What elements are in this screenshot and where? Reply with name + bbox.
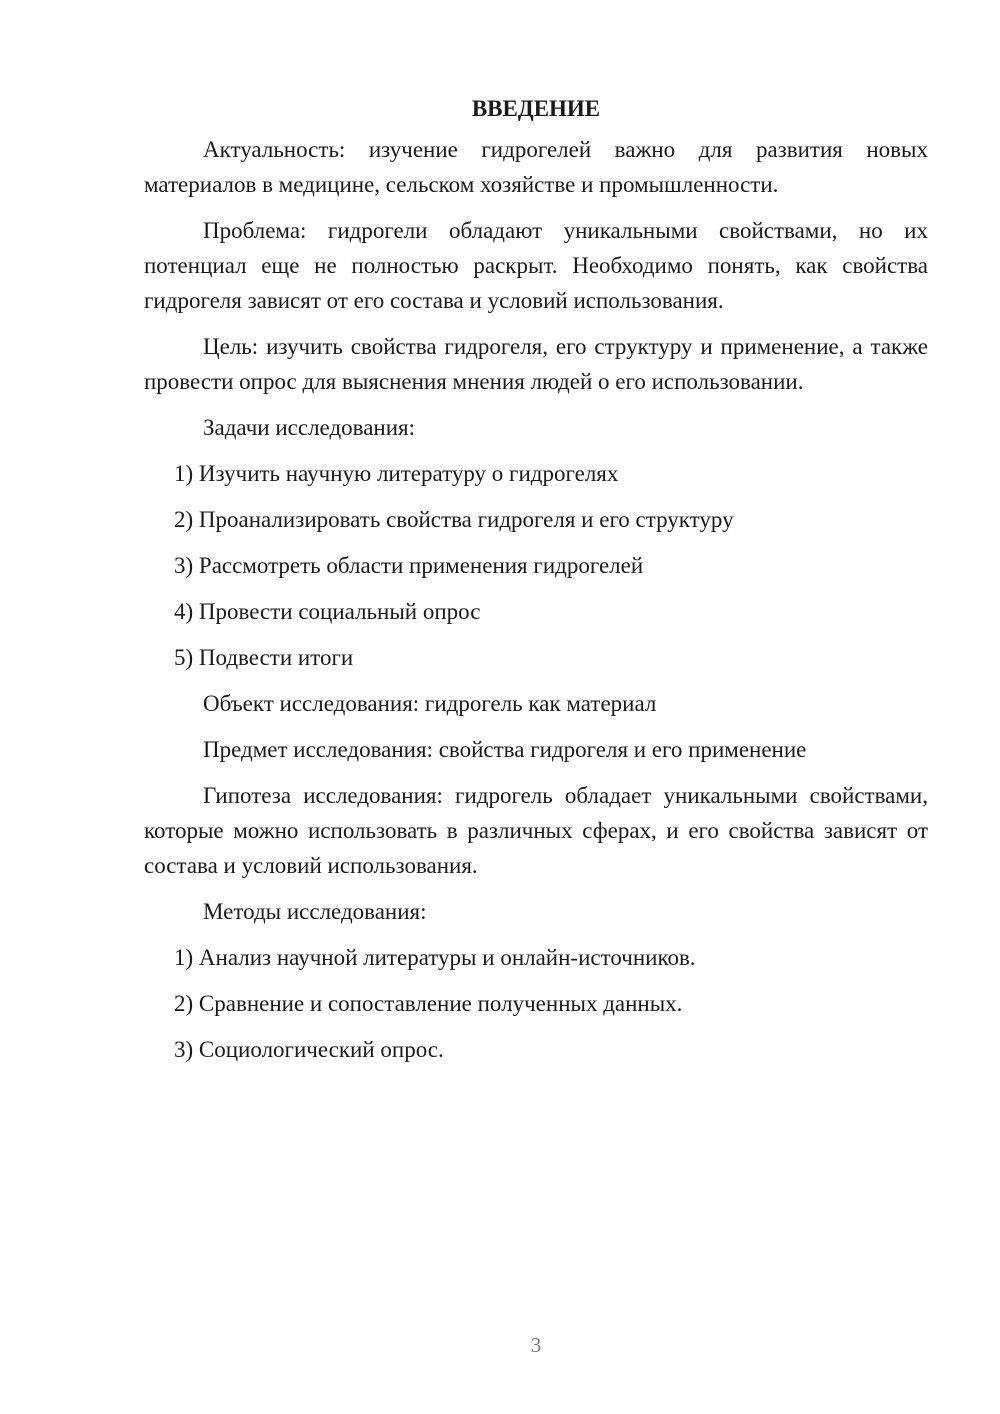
page-content xyxy=(144,92,928,1078)
tasks-heading: Задачи исследования: xyxy=(203,415,416,440)
methods-heading: Методы исследования: xyxy=(203,899,427,924)
problem-paragraph: Проблема: гидрогели обладают уникальными свойствами, но их потенциал еще не полностью раскрыт. Необходимо понять, как свойства гидрогеля зависят от его состава и условий использования. xyxy=(144,218,928,313)
research-object: Объект исследования: гидрогель как материал xyxy=(203,691,657,716)
method-item: 1) Анализ научной литературы и онлайн-источников. xyxy=(174,945,696,970)
task-item: 2) Проанализировать свойства гидрогеля и его структуру xyxy=(174,507,734,532)
task-item: 3) Рассмотреть области применения гидрогелей xyxy=(174,553,644,578)
research-subject: Предмет исследования: свойства гидрогеля и его применение xyxy=(203,737,807,762)
task-item: 1) Изучить научную литературу о гидрогелях xyxy=(174,461,619,486)
task-item: 5) Подвести итоги xyxy=(174,645,354,670)
relevance-paragraph: Актуальность: изучение гидрогелей важно для развития новых материалов в медицине, сельском хозяйстве и промышленности. xyxy=(144,137,928,197)
page-number: 3 xyxy=(530,1333,542,1357)
goal-paragraph: Цель: изучить свойства гидрогеля, его структуру и применение, а также провести опрос для выяснения мнения людей о его использовании. xyxy=(144,334,928,394)
method-item: 2) Сравнение и сопоставление полученных данных. xyxy=(174,991,683,1016)
hypothesis-paragraph: Гипотеза исследования: гидрогель обладает уникальными свойствами, которые можно использовать в различных сферах, и его свойства зависят от состава и условий использования. xyxy=(144,783,928,878)
page-title: ВВЕДЕНИЕ xyxy=(471,96,601,121)
method-item: 3) Социологический опрос. xyxy=(174,1037,444,1062)
task-item: 4) Провести социальный опрос xyxy=(174,599,481,624)
